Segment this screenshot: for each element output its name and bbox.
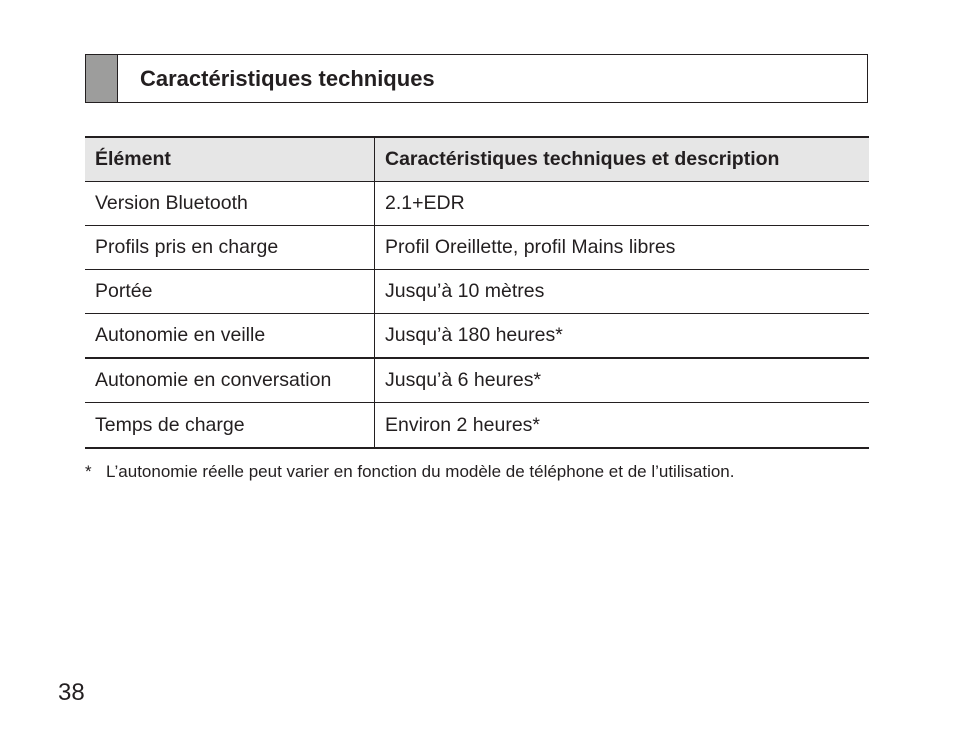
table-cell-description: Jusqu’à 10 mètres (375, 270, 870, 314)
table-cell-element: Autonomie en veille (85, 314, 375, 359)
footnote (85, 462, 734, 482)
table-row (85, 182, 869, 226)
table-row (85, 403, 869, 449)
footnote-marker: * (85, 462, 92, 481)
table-row (85, 358, 869, 403)
specifications-table (85, 136, 869, 449)
table-row (85, 270, 869, 314)
page-number: 38 (58, 679, 85, 706)
table-cell-element: Portée (85, 270, 375, 314)
table-cell-description: Profil Oreillette, profil Mains libres (375, 226, 870, 270)
column-header-element: Élément (85, 137, 375, 182)
table-cell-element: Autonomie en conversation (85, 358, 375, 403)
table-row (85, 314, 869, 359)
table-cell-element: Profils pris en charge (85, 226, 375, 270)
table-header-row (85, 137, 869, 182)
table-cell-description: Jusqu’à 180 heures* (375, 314, 870, 359)
section-tab-marker (86, 55, 118, 102)
table-cell-element: Temps de charge (85, 403, 375, 449)
table-cell-description: 2.1+EDR (375, 182, 870, 226)
section-title: Caractéristiques techniques (140, 66, 435, 91)
table-cell-description: Environ 2 heures* (375, 403, 870, 449)
table-cell-description: Jusqu’à 6 heures* (375, 358, 870, 403)
column-header-description: Caractéristiques techniques et description (375, 137, 870, 182)
table-row (85, 226, 869, 270)
table-cell-element: Version Bluetooth (85, 182, 375, 226)
footnote-text: L’autonomie réelle peut varier en fonction du modèle de téléphone et de l’utilisation. (106, 462, 735, 481)
section-header (85, 54, 868, 103)
